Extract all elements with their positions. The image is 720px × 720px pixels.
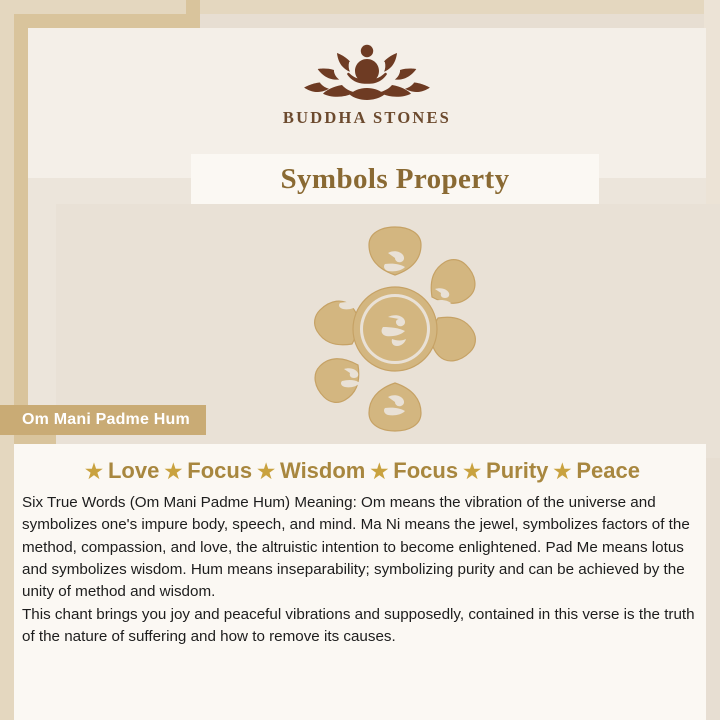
star-icon: ★ — [85, 460, 103, 483]
ribbon-label: Om Mani Padme Hum — [22, 411, 190, 428]
keyword-love: Love — [107, 458, 160, 483]
keyword-focus-2: Focus — [393, 458, 459, 483]
star-icon: ★ — [164, 460, 183, 483]
frame-corner-top-left-accent — [186, 0, 200, 28]
keyword-peace: Peace — [576, 458, 640, 483]
star-icon: ★ — [257, 460, 275, 483]
keyword-focus-1: Focus — [187, 458, 253, 483]
frame-top-band — [0, 0, 720, 14]
frame-vertical-left-accent — [14, 14, 28, 444]
frame-left-band — [0, 0, 14, 720]
om-mani-padme-hum-mandala-icon — [270, 219, 520, 444]
paragraph-chant: This chant brings you joy and peaceful vibrations and supposedly, contained in this verse is the truth of the nature of suffering and how to remove its causes. — [22, 605, 695, 646]
star-icon: ★ — [463, 460, 482, 483]
page-title: Symbols Property — [280, 162, 510, 195]
description-panel — [14, 444, 706, 720]
body-text — [14, 484, 706, 648]
title-bar — [191, 154, 599, 204]
brand-logo — [28, 28, 706, 128]
star-icon: ★ — [553, 460, 572, 483]
content-panel — [28, 28, 706, 430]
star-icon: ★ — [370, 460, 389, 483]
keyword-purity: Purity — [486, 458, 549, 483]
brand-name: BUDDHA STONES — [282, 108, 452, 127]
paragraph-meaning: Six True Words (Om Mani Padme Hum) Meaning: Om means the vibration of the universe and symbolizes one's impure body, speech, and mind. Ma Ni means the jewel, symbolizes factors of the method, compassion, and love, the altruistic intention to become enlightened. Pad Me means lotus and symbolizes wisdom. Hum means inseparability; symbolizing purity and can be achieved by the unity of method and wisdom. — [22, 494, 690, 601]
lotus-meditation-icon — [28, 34, 706, 106]
keyword-list — [14, 444, 706, 484]
symbol-name-ribbon — [0, 405, 206, 435]
frame-corner-top-left — [14, 14, 200, 28]
keyword-wisdom: Wisdom — [280, 458, 366, 483]
